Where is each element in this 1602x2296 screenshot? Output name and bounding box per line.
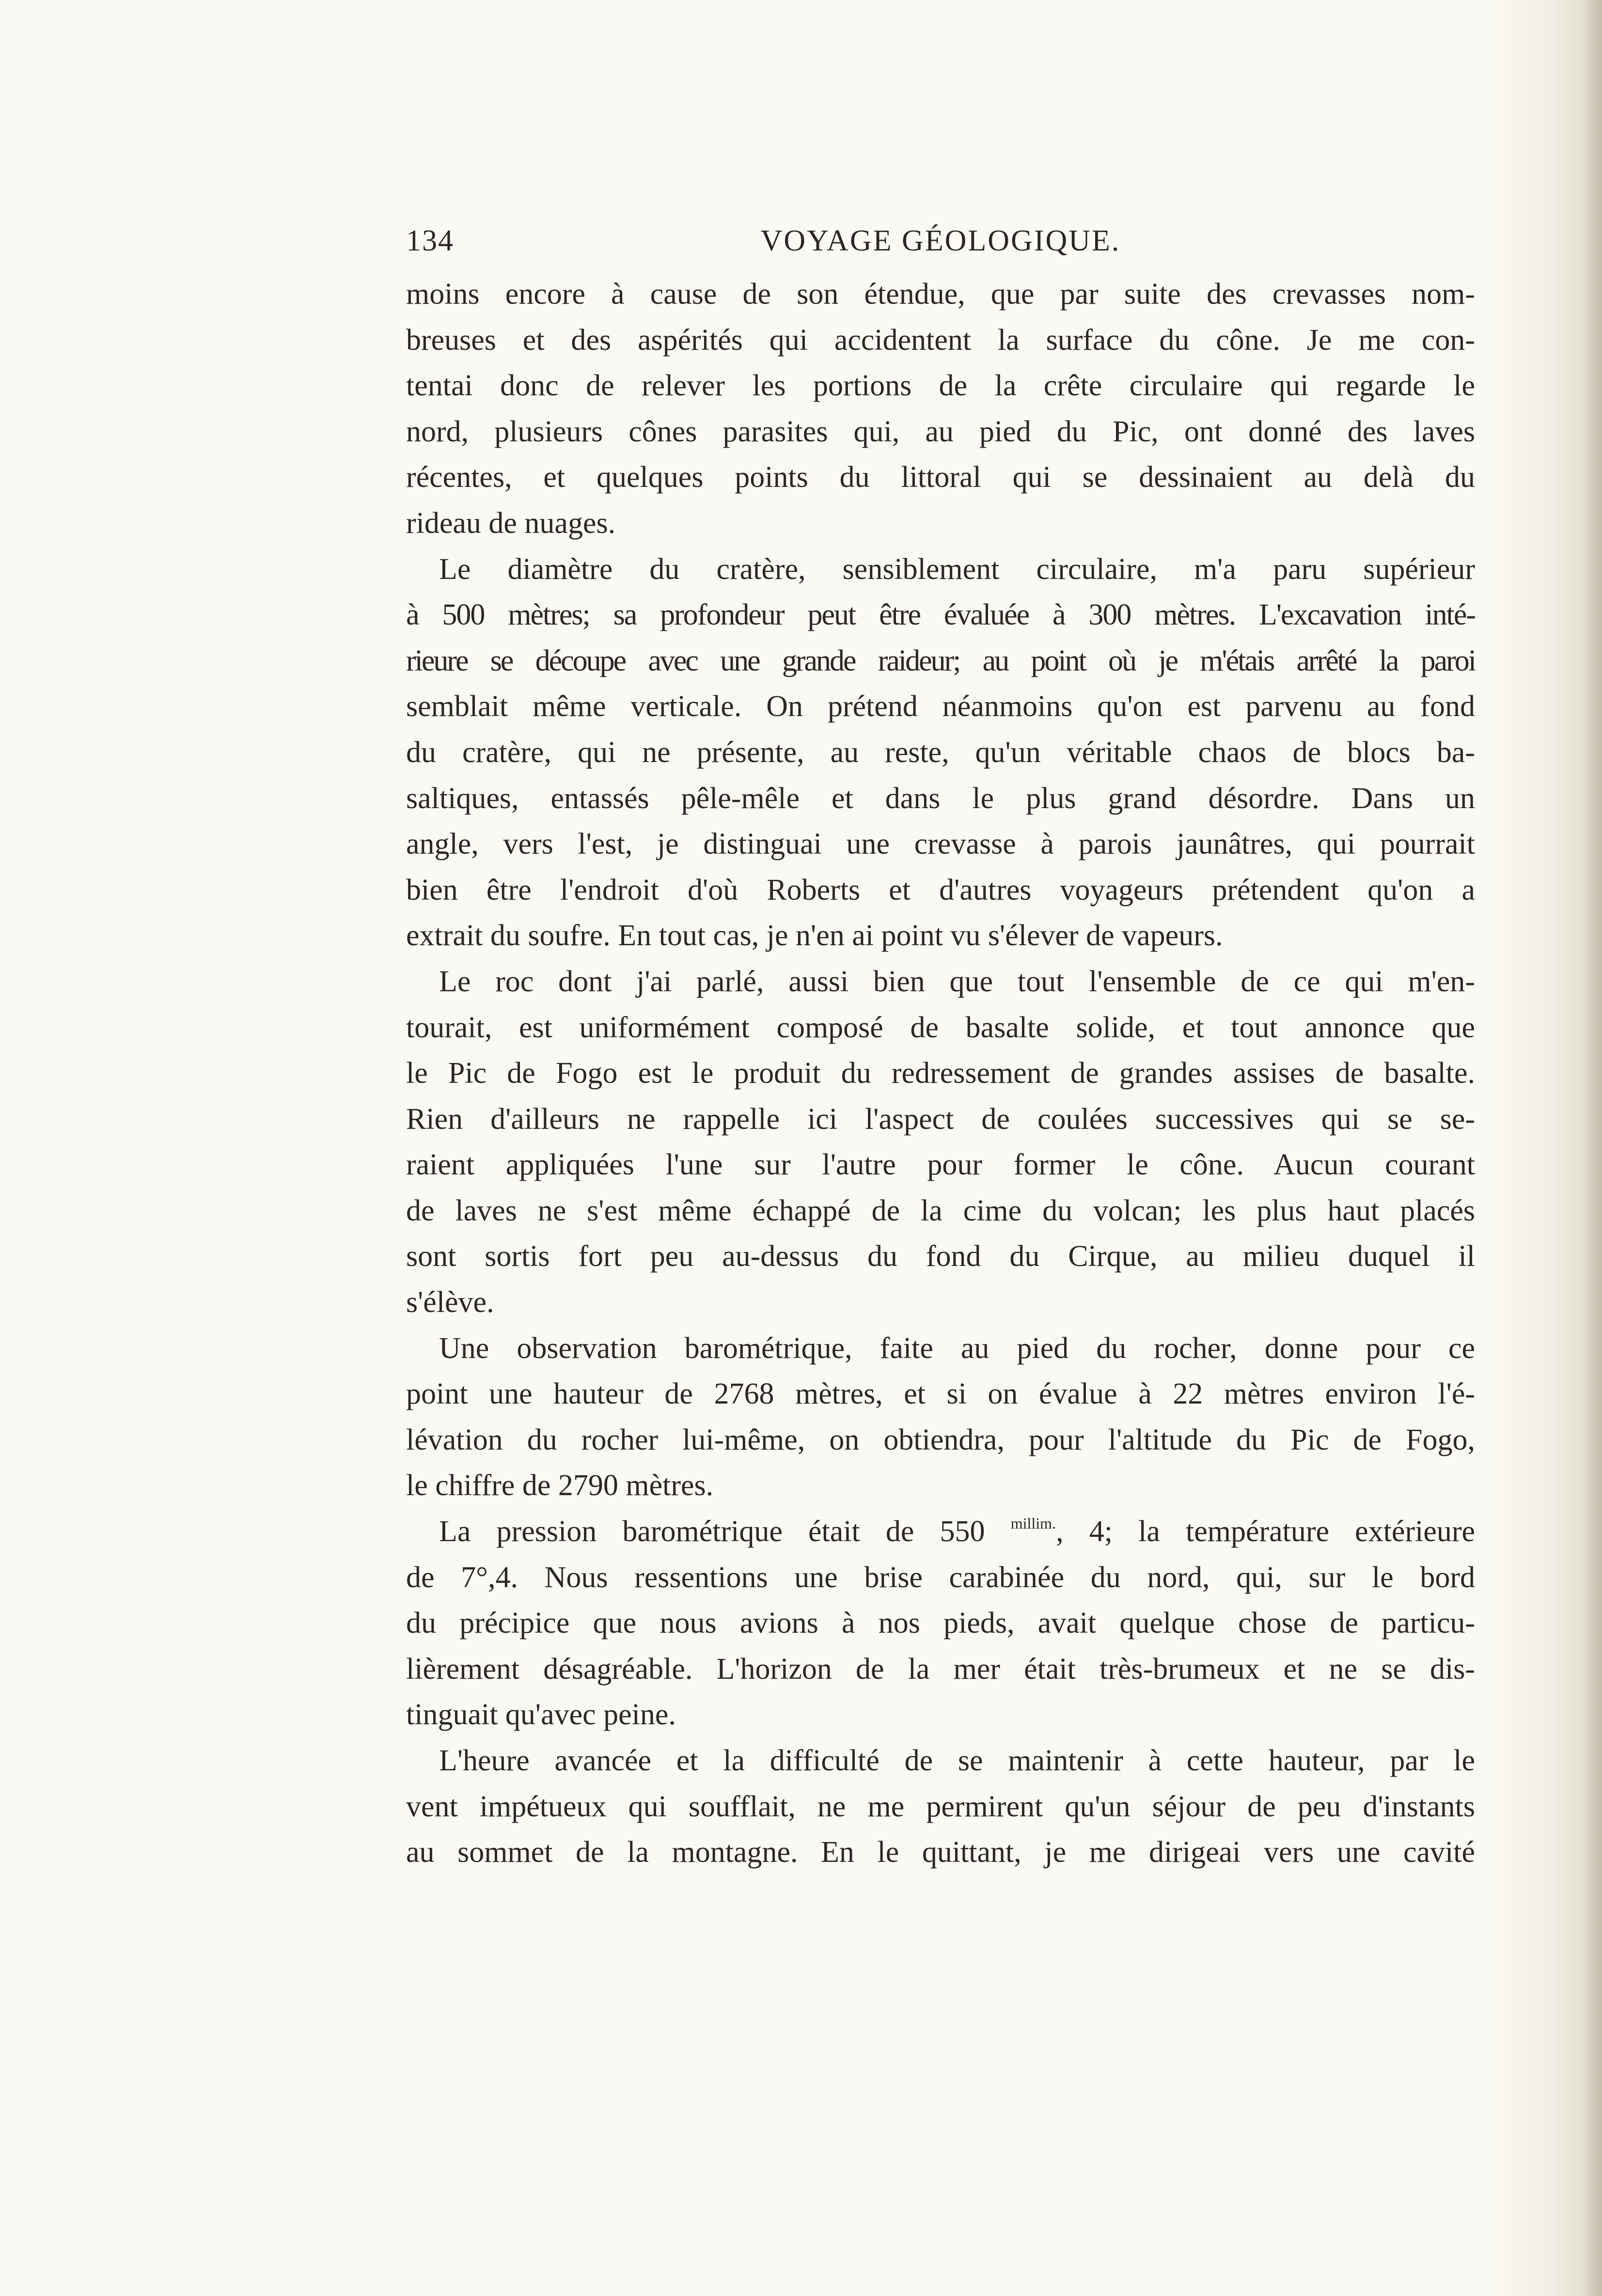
text-line: raient appliquées l'une sur l'autre pour former le cône. Aucun courant [406,1148,1475,1182]
text-line: moins encore à cause de son étendue, que par suite des crevasses nom- [406,278,1475,311]
text-line: le chiffre de 2790 mètres. [406,1469,714,1502]
text-line: au sommet de la montagne. En le quittant, je me dirigeai vers une cavité [406,1836,1475,1869]
text-line: saltiques, entassés pêle-mêle et dans le plus grand désordre. Dans un [406,781,1475,815]
text-line: L'heure avancée et la difficulté de se maintenir à cette hauteur, par le [439,1744,1475,1777]
page-number: 134 [406,224,454,257]
text-line: de 7°,4. Nous ressentions une brise carabinée du nord, qui, sur le bord [406,1561,1475,1594]
text-line: sont sortis fort peu au-dessus du fond du Cirque, au milieu duquel il [406,1240,1475,1273]
text-line: Le roc dont j'ai parlé, aussi bien que tout l'ensemble de ce qui m'en- [439,965,1475,998]
text-line: point une hauteur de 2768 mètres, et si on évalue à 22 mètres environ l'é- [406,1377,1475,1411]
text-line: extrait du soufre. En tout cas, je n'en ai point vu s'élever de vapeurs. [406,919,1223,953]
text-line: vent impétueux qui soufflait, ne me permirent qu'un séjour de peu d'instants [406,1790,1475,1823]
page-edge-shadow [1583,0,1602,2296]
text-line: du précipice que nous avions à nos pieds, avait quelque chose de particu- [406,1607,1475,1640]
text-line: Une observation barométrique, faite au pied du rocher, donne pour ce [439,1331,1475,1365]
text-line: rideau de nuages. [406,506,616,540]
pressure-text-before: La pression barométrique était de 550 [439,1515,1011,1548]
body-text [406,271,1475,1875]
text-line: à 500 mètres; sa profondeur peut être évaluée à 300 mètres. L'excavation inté- [406,598,1475,632]
text-line: bien être l'endroit d'où Roberts et d'autres voyageurs prétendent qu'on a [406,873,1475,906]
text-line: récentes, et quelques points du littoral qui se dessinaient au delà du [406,461,1475,494]
text-line: Rien d'ailleurs ne rappelle ici l'aspect de coulées successives qui se se- [406,1102,1475,1136]
text-line: breuses et des aspérités qui accidentent la surface du cône. Je me con- [406,323,1475,357]
running-head [406,219,1475,263]
text-line: lévation du rocher lui-même, on obtiendra, pour l'altitude du Pic de Fogo, [406,1423,1475,1456]
text-line: le Pic de Fogo est le produit du redressement de grandes assises de basalte. [406,1057,1475,1090]
text-line: angle, vers l'est, je distinguai une crevasse à parois jaunâtres, qui pourrait [406,828,1475,861]
running-title: VOYAGE GÉOLOGIQUE. [760,224,1121,257]
text-line: s'élève. [406,1286,494,1319]
pressure-unit-superscript: millim. [1010,1515,1056,1532]
text-line: semblait même verticale. On prétend néanmoins qu'on est parvenu au fond [406,690,1475,723]
pressure-text-after: , 4; la température extérieure [1056,1515,1475,1548]
text-line: tinguait qu'avec peine. [406,1698,676,1732]
text-line: Le diamètre du cratère, sensiblement circulaire, m'a paru supérieur [439,552,1475,586]
pressure-line [406,1509,1475,1555]
text-line: tourait, est uniformément composé de basalte solide, et tout annonce que [406,1011,1475,1044]
text-line: rieure se découpe avec une grande raideur; au point où je m'étais arrêté la paroi [406,644,1475,677]
text-line: lièrement désagréable. L'horizon de la mer était très-brumeux et ne se dis- [406,1652,1475,1686]
text-line: tentai donc de relever les portions de la crête circulaire qui regarde le [406,369,1475,403]
text-line: nord, plusieurs cônes parasites qui, au pied du Pic, ont donné des laves [406,415,1475,448]
text-line: du cratère, qui ne présente, au reste, qu'un véritable chaos de blocs ba- [406,735,1475,769]
text-line: de laves ne s'est même échappé de la cime du volcan; les plus haut placés [406,1194,1475,1227]
